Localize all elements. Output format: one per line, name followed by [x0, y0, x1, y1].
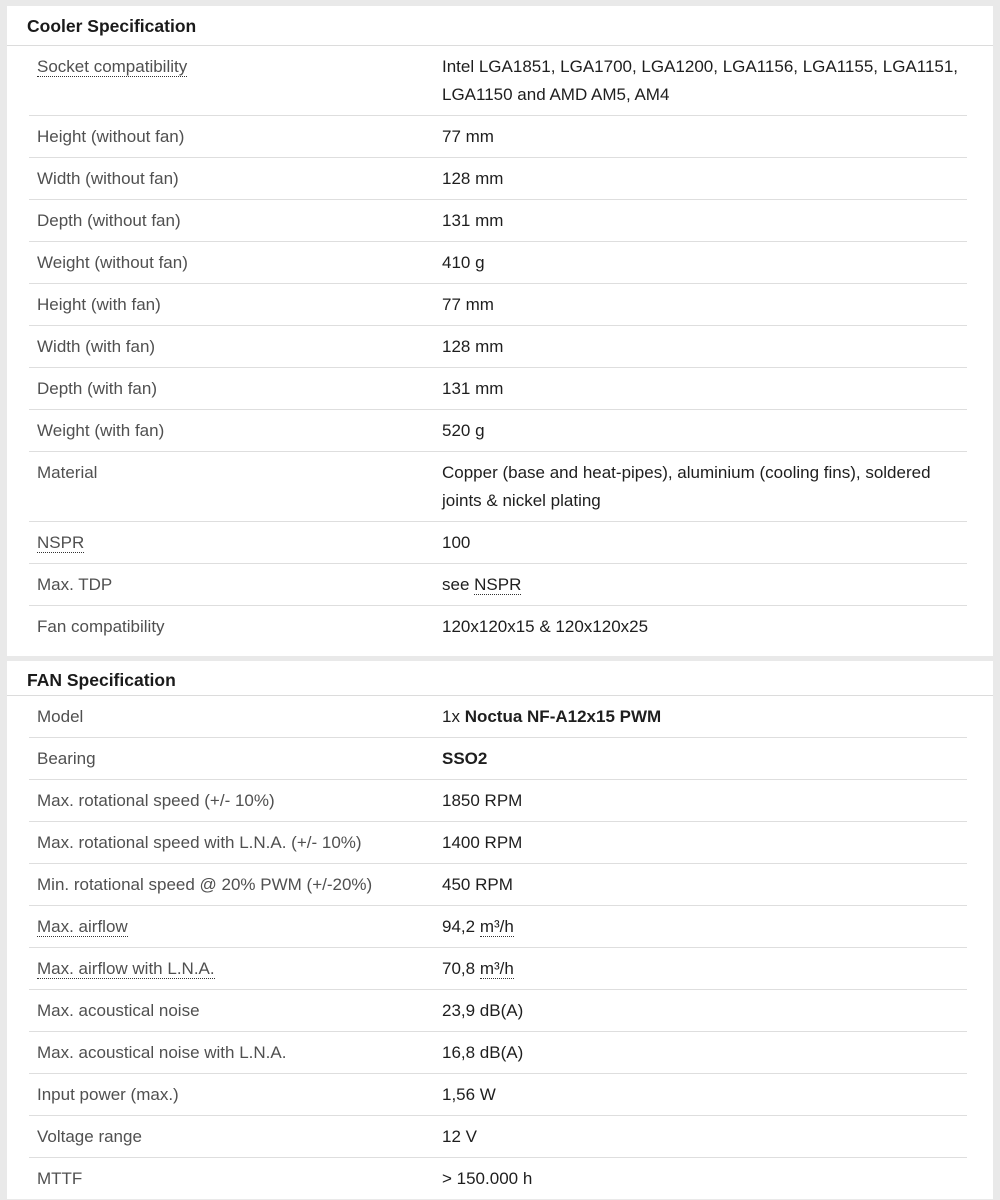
- fan-specification-section: [7, 661, 993, 1199]
- section-title: Cooler Specification: [7, 6, 993, 46]
- value-prefix: 70,8: [442, 959, 480, 978]
- table-row: [29, 948, 967, 990]
- spec-value: 1,56 W: [442, 1085, 496, 1104]
- table-row: [29, 158, 967, 200]
- spec-table: [29, 46, 967, 648]
- unit-link[interactable]: m³/h: [479, 917, 514, 936]
- spec-label: Depth (with fan): [37, 379, 157, 398]
- table-row: [29, 906, 967, 948]
- spec-label: Width (without fan): [37, 169, 179, 188]
- spec-value: Copper (base and heat-pipes), aluminium (cooling fins), soldered joints & nickel plating: [442, 463, 931, 510]
- table-row: [29, 864, 967, 906]
- spec-label: Max. TDP: [37, 575, 113, 594]
- table-row: [29, 46, 967, 116]
- table-row: [29, 326, 967, 368]
- spec-value: 100: [442, 533, 471, 552]
- spec-label: Model: [37, 707, 84, 726]
- spec-value: 120x120x15 & 120x120x25: [442, 617, 649, 636]
- model-name: Noctua NF-A12x15 PWM: [464, 707, 662, 726]
- spec-label[interactable]: [29, 955, 442, 983]
- spec-value: 77 mm: [442, 127, 494, 146]
- spec-label: Width (with fan): [37, 337, 156, 356]
- spec-value: 77 mm: [442, 295, 494, 314]
- value-prefix: see: [442, 575, 475, 594]
- table-row: [29, 1116, 967, 1158]
- section-title: FAN Specification: [7, 661, 993, 696]
- cooler-specification-section: [7, 6, 993, 656]
- spec-value: 520 g: [442, 421, 485, 440]
- spec-label: Max. rotational speed (+/- 10%): [37, 791, 275, 810]
- table-row: [29, 696, 967, 738]
- unit-link[interactable]: m³/h: [479, 959, 514, 978]
- spec-value: 131 mm: [442, 379, 504, 398]
- spec-label: Weight (without fan): [37, 253, 188, 272]
- table-row: [29, 284, 967, 326]
- spec-value: [442, 913, 967, 941]
- spec-value: 450 RPM: [442, 875, 513, 894]
- abbr-link[interactable]: Socket compatibility: [37, 57, 188, 76]
- spec-label: Max. rotational speed with L.N.A. (+/- 10%): [37, 833, 362, 852]
- spec-label[interactable]: [29, 529, 442, 557]
- table-row: [29, 780, 967, 822]
- table-row: [29, 410, 967, 452]
- table-row: [29, 116, 967, 158]
- table-row: [29, 522, 967, 564]
- table-row: [29, 990, 967, 1032]
- spec-value: 128 mm: [442, 169, 504, 188]
- table-row: [29, 452, 967, 522]
- spec-value: SSO2: [442, 749, 488, 768]
- spec-label: Depth (without fan): [37, 211, 181, 230]
- spec-label: Voltage range: [37, 1127, 142, 1146]
- spec-label: MTTF: [37, 1169, 83, 1188]
- table-row: [29, 564, 967, 606]
- spec-label: Height (without fan): [37, 127, 185, 146]
- spec-value: 23,9 dB(A): [442, 1001, 524, 1020]
- spec-label: Max. acoustical noise with L.N.A.: [37, 1043, 287, 1062]
- spec-label: Input power (max.): [37, 1085, 179, 1104]
- spec-value: 16,8 dB(A): [442, 1043, 524, 1062]
- spec-value: 131 mm: [442, 211, 504, 230]
- spec-label: Fan compatibility: [37, 617, 165, 636]
- spec-value: 1850 RPM: [442, 791, 523, 810]
- spec-label[interactable]: [29, 53, 442, 81]
- table-row: [29, 1032, 967, 1074]
- abbr-link[interactable]: NSPR: [37, 533, 85, 552]
- abbr-link[interactable]: Max. airflow: [37, 917, 128, 936]
- value-prefix: 1x: [442, 707, 465, 726]
- spec-table: [29, 696, 967, 1200]
- table-row: [29, 368, 967, 410]
- abbr-link[interactable]: Max. airflow with L.N.A.: [37, 959, 215, 978]
- spec-label: Height (with fan): [37, 295, 161, 314]
- spec-label: Material: [37, 463, 98, 482]
- spec-value: [442, 703, 967, 731]
- spec-value: > 150.000 h: [442, 1169, 533, 1188]
- spec-value: Intel LGA1851, LGA1700, LGA1200, LGA1156, LGA1155, LGA1151, LGA1150 and AMD AM5, AM4: [442, 57, 959, 104]
- spec-value: [442, 955, 967, 983]
- table-row: [29, 606, 967, 648]
- spec-label: Bearing: [37, 749, 96, 768]
- spec-label: Max. acoustical noise: [37, 1001, 200, 1020]
- spec-value: 410 g: [442, 253, 485, 272]
- spec-label: Min. rotational speed @ 20% PWM (+/-20%): [37, 875, 373, 894]
- spec-value: 12 V: [442, 1127, 477, 1146]
- table-row: [29, 200, 967, 242]
- spec-label: Weight (with fan): [37, 421, 165, 440]
- spec-value: 128 mm: [442, 337, 504, 356]
- table-row: [29, 1158, 967, 1200]
- value-prefix: 94,2: [442, 917, 480, 936]
- spec-value: [442, 571, 967, 599]
- table-row: [29, 738, 967, 780]
- spec-label[interactable]: [29, 913, 442, 941]
- abbr-link[interactable]: NSPR: [474, 575, 522, 594]
- table-row: [29, 822, 967, 864]
- table-row: [29, 242, 967, 284]
- spec-value: 1400 RPM: [442, 833, 523, 852]
- table-row: [29, 1074, 967, 1116]
